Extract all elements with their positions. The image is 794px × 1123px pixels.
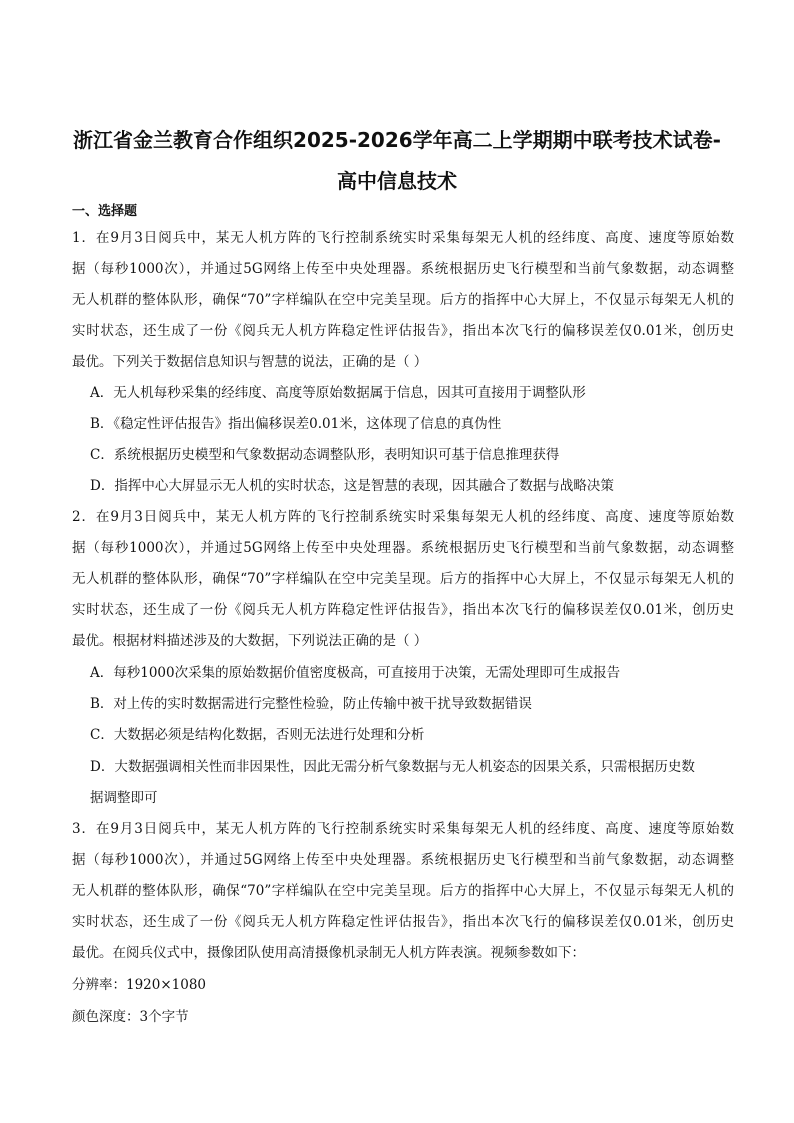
question-3-stem-line: 据（每秒1000次），并通过5G网络上传至中央处理器。系统根据历史飞行模型和当前气象数据，动态调整 (72, 852, 734, 868)
question-1-option-d[interactable]: D．指挥中心大屏显示无人机的实时状态，这是智慧的表现，因其融合了数据与战略决策 (90, 478, 614, 494)
question-1-option-c[interactable]: C．系统根据历史模型和气象数据动态调整队形，表明知识可基于信息推理获得 (90, 447, 560, 463)
question-2-option-b[interactable]: B．对上传的实时数据需进行完整性检验，防止传输中被干扰导致数据错误 (90, 696, 532, 712)
question-1-stem-line: 实时状态，还生成了一份《阅兵无人机方阵稳定性评估报告》，指出本次飞行的偏移误差仅0.01米，创历史 (72, 323, 734, 339)
question-2-stem-line: 最优。根据材料描述涉及的大数据，下列说法正确的是（ ） (72, 633, 428, 649)
question-2-option-d-continued[interactable]: 据调整即可 (90, 790, 158, 806)
question-3-stem-line: 实时状态，还生成了一份《阅兵无人机方阵稳定性评估报告》，指出本次飞行的偏移误差仅0.01米，创历史 (72, 914, 734, 930)
video-param-color-depth: 颜色深度：3个字节 (72, 1009, 189, 1025)
question-2-option-a[interactable]: A．每秒1000次采集的原始数据价值密度极高，可直接用于决策，无需处理即可生成报告 (90, 665, 621, 681)
section-heading: 一、选择题 (72, 204, 138, 219)
question-1-stem-line: 1．在9月3日阅兵中，某无人机方阵的飞行控制系统实时采集每架无人机的经纬度、高度、速度等原始数 (72, 230, 734, 246)
video-param-resolution: 分辨率：1920×1080 (72, 977, 207, 993)
question-1-stem-line: 最优。下列关于数据信息知识与智慧的说法，正确的是（ ） (72, 354, 428, 370)
question-2-stem-line: 2．在9月3日阅兵中，某无人机方阵的飞行控制系统实时采集每架无人机的经纬度、高度、速度等原始数 (72, 509, 734, 525)
question-3-stem-line: 3．在9月3日阅兵中，某无人机方阵的飞行控制系统实时采集每架无人机的经纬度、高度、速度等原始数 (72, 821, 734, 837)
question-3-stem-line: 最优。在阅兵仪式中，摄像团队使用高清摄像机录制无人机方阵表演。视频参数如下： (72, 945, 585, 961)
question-2-stem-line: 实时状态，还生成了一份《阅兵无人机方阵稳定性评估报告》，指出本次飞行的偏移误差仅0.01米，创历史 (72, 602, 734, 618)
question-2-stem-line: 无人机群的整体队形，确保“70”字样编队在空中完美呈现。后方的指挥中心大屏上，不仅显示每架无人机的 (72, 571, 734, 587)
question-2-option-c[interactable]: C．大数据必须是结构化数据，否则无法进行处理和分析 (90, 727, 425, 743)
question-1-option-b[interactable]: B．《稳定性评估报告》指出偏移误差0.01米，这体现了信息的真伪性 (90, 416, 502, 432)
question-2-stem-line: 据（每秒1000次），并通过5G网络上传至中央处理器。系统根据历史飞行模型和当前气象数据，动态调整 (72, 540, 734, 556)
exam-title-line-2: 高中信息技术 (337, 169, 457, 193)
question-2-option-d[interactable]: D．大数据强调相关性而非因果性，因此无需分析气象数据与无人机姿态的因果关系，只需根据历史数 (90, 759, 695, 775)
question-1-stem-line: 据（每秒1000次），并通过5G网络上传至中央处理器。系统根据历史飞行模型和当前气象数据，动态调整 (72, 261, 734, 277)
question-1-option-a[interactable]: A．无人机每秒采集的经纬度、高度等原始数据属于信息，因其可直接用于调整队形 (90, 385, 586, 401)
exam-title-line-1: 浙江省金兰教育合作组织2025-2026学年高二上学期期中联考技术试卷- (73, 128, 721, 152)
question-3-stem-line: 无人机群的整体队形，确保“70”字样编队在空中完美呈现。后方的指挥中心大屏上，不仅显示每架无人机的 (72, 883, 734, 899)
question-1-stem-line: 无人机群的整体队形，确保“70”字样编队在空中完美呈现。后方的指挥中心大屏上，不仅显示每架无人机的 (72, 292, 734, 308)
